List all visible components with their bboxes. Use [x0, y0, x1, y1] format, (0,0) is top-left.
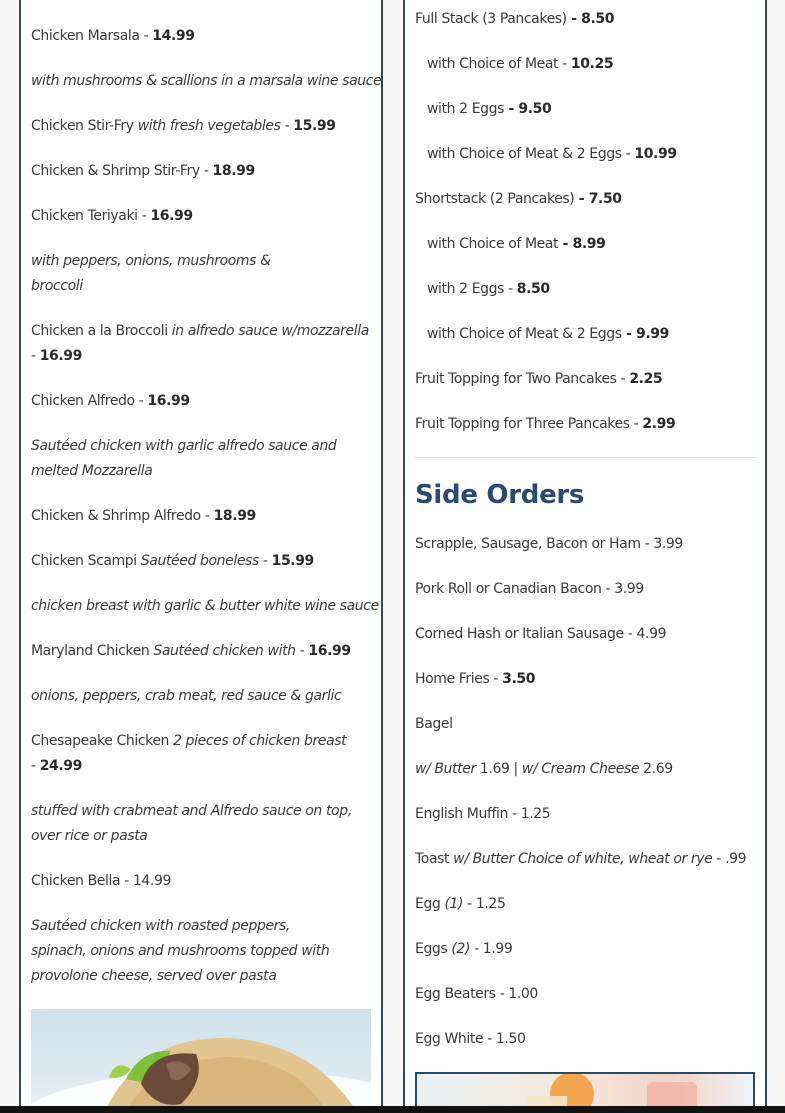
wrap-sandwich-photo [31, 1009, 371, 1113]
menu-item-chicken-shrimp-alfredo: Chicken & Shrimp Alfredo - 18.99 [31, 508, 256, 524]
bottom-edge-bar [0, 1106, 785, 1113]
menu-item-fruit-topping-three: Fruit Topping for Three Pancakes - 2.99 [415, 416, 676, 432]
side-item-bagel: Bagel [415, 716, 453, 732]
menu-item-full-stack: Full Stack (3 Pancakes) - 8.50 [415, 11, 615, 27]
menu-item-full-stack-eggs: with 2 Eggs - 9.50 [427, 101, 552, 117]
side-item-egg: Egg (1) - 1.25 [415, 896, 506, 912]
side-item-english-muffin: English Muffin - 1.25 [415, 806, 551, 822]
menu-item-chicken-teriyaki: Chicken Teriyaki - 16.99 [31, 208, 193, 224]
menu-item-full-stack-meat: with Choice of Meat - 10.25 [427, 56, 614, 72]
menu-item-description: Sautéed chicken with garlic alfredo sauce and melted Mozzarella [31, 438, 337, 479]
menu-item-chicken-marsala: Chicken Marsala - 14.99 [31, 28, 195, 44]
menu-item-description: onions, peppers, crab meat, red sauce & garlic [31, 688, 342, 704]
menu-item-chicken-alfredo: Chicken Alfredo - 16.99 [31, 393, 190, 409]
side-item-eggs: Eggs (2) - 1.99 [415, 941, 513, 957]
side-item-bagel-options: w/ Butter 1.69 | w/ Cream Cheese 2.69 [415, 761, 673, 777]
side-item-egg-white: Egg White - 1.50 [415, 1031, 526, 1047]
menu-item-description: with mushrooms & scallions in a marsala wine sauce [31, 73, 382, 89]
menu-item-fruit-topping-two: Fruit Topping for Two Pancakes - 2.25 [415, 371, 663, 387]
menu-item-shortstack-meat-eggs: with Choice of Meat & 2 Eggs - 9.99 [427, 326, 669, 342]
menu-item-description: Sautéed chicken with roasted peppers, spinach, onions and mushrooms topped with provolone cheese, served over pasta [31, 918, 330, 984]
side-item-home-fries: Home Fries - 3.50 [415, 671, 536, 687]
menu-item-maryland-chicken: Maryland Chicken Sautéed chicken with - 16.99 [31, 643, 351, 659]
side-item-scrapple: Scrapple, Sausage, Bacon or Ham - 3.99 [415, 536, 683, 552]
menu-item-description: stuffed with crabmeat and Alfredo sauce on top, over rice or pasta [31, 803, 352, 844]
menu-item-description: chicken breast with garlic & butter white wine sauce [31, 598, 379, 614]
side-item-toast: Toast w/ Butter Choice of white, wheat or rye - .99 [415, 851, 747, 867]
section-divider [415, 457, 755, 458]
menu-item-shortstack-meat: with Choice of Meat - 8.99 [427, 236, 606, 252]
section-heading-side-orders: Side Orders [415, 480, 585, 510]
menu-item-chicken-bella: Chicken Bella - 14.99 [31, 873, 171, 889]
side-item-egg-beaters: Egg Beaters - 1.00 [415, 986, 538, 1002]
side-item-pork-roll: Pork Roll or Canadian Bacon - 3.99 [415, 581, 644, 597]
wrap-sandwich-illustration [31, 1009, 371, 1113]
menu-item-chicken-shrimp-stir-fry: Chicken & Shrimp Stir-Fry - 18.99 [31, 163, 255, 179]
menu-item-shortstack-eggs: with 2 Eggs - 8.50 [427, 281, 550, 297]
menu-item-description: with peppers, onions, mushrooms & broccoli [31, 253, 271, 294]
menu-item-chesapeake-chicken: Chesapeake Chicken 2 pieces of chicken breast - 24.99 [31, 733, 347, 774]
menu-item-shortstack: Shortstack (2 Pancakes) - 7.50 [415, 191, 622, 207]
menu-item-full-stack-meat-eggs: with Choice of Meat & 2 Eggs - 10.99 [427, 146, 677, 162]
side-item-corned-hash: Corned Hash or Italian Sausage - 4.99 [415, 626, 667, 642]
menu-item-chicken-scampi: Chicken Scampi Sautéed boneless - 15.99 [31, 553, 314, 569]
menu-item-chicken-a-la-broccoli: Chicken a la Broccoli in alfredo sauce w/mozzarella - 16.99 [31, 323, 369, 364]
menu-item-chicken-stir-fry: Chicken Stir-Fry with fresh vegetables - 15.99 [31, 118, 336, 134]
